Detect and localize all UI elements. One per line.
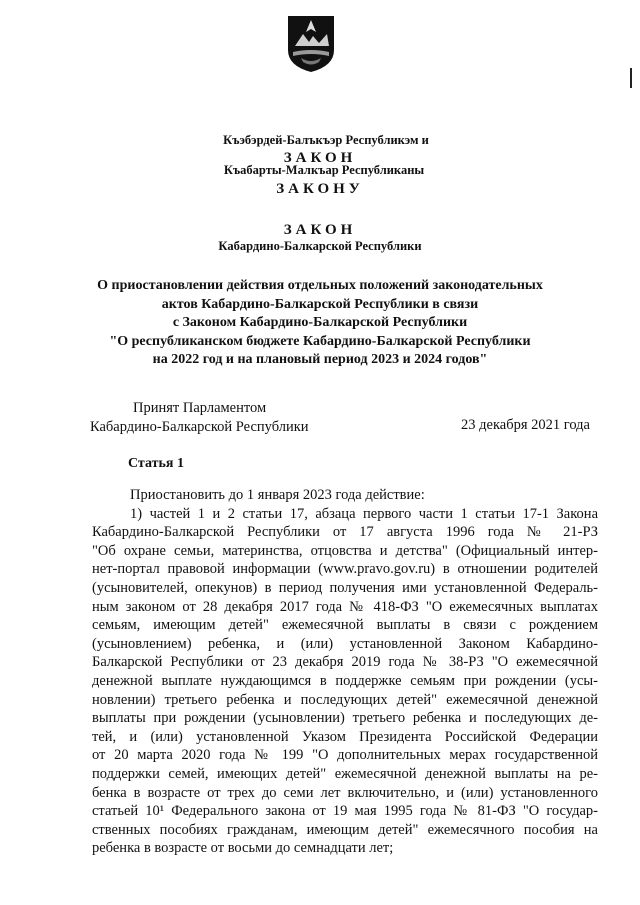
body-line: Приостановить до 1 января 2023 года действие: — [130, 487, 425, 503]
title-line: "О республиканском бюджете Кабардино-Балкарской Республики — [109, 333, 531, 349]
body-line: бенка в возрасте от трех до семи лет включительно, и (или) установленного — [92, 784, 598, 801]
law-heading-balkar: ЗАКОНУ — [276, 181, 364, 197]
body-line: Кабардино-Балкарской Республики от 17 августа 1996 года № 21-РЗ — [92, 524, 598, 541]
title-line: на 2022 год и на плановый период 2023 и 2024 годов" — [152, 352, 488, 367]
body-line: семьям, имеющим детей" ежемесячной выплаты в связи с рождением — [92, 617, 598, 634]
adopted-line: Принят Парламентом — [133, 400, 267, 416]
article-body — [92, 486, 598, 858]
body-line: "Об охране семьи, материнства, отцовства и детства" (Официальный интер- — [92, 542, 598, 559]
article-heading: Статья 1 — [128, 456, 184, 471]
title-line: О приостановлении действия отдельных положений законодательных — [97, 278, 543, 293]
body-line: (усыновителей, опекунов) в период получения ими установленной Федераль- — [92, 579, 598, 596]
body-line: выплаты при рождении (усыновлении) третьего ребенка и последующих де- — [92, 710, 598, 727]
title-line: актов Кабардино-Балкарской Республики в связи — [161, 296, 479, 312]
body-line: денежной выплате нуждающимся в поддержке семьям при рождении (усы- — [92, 672, 598, 689]
body-line: ным законом от 28 декабря 2017 года № 418-ФЗ "О ежемесячных выплатах — [92, 598, 598, 615]
header-russian: Кабардино-Балкарской Республики — [218, 239, 422, 253]
adopted-by — [90, 399, 309, 437]
adopted-line: Кабардино-Балкарской Республики — [90, 419, 309, 435]
body-line: нет-портал правовой информации (www.pravo.gov.ru) в отношении родителей — [92, 561, 598, 578]
law-heading-kabardian: ЗАКОН — [283, 150, 357, 166]
body-line: Балкарской Республики от 23 декабря 2019 года № 38-РЗ "О ежемесячной — [92, 654, 598, 671]
body-line: новлении) третьего ребенка и последующих детей" ежемесячной денежной — [92, 691, 598, 708]
body-line: ственных пособиях гражданам, имеющим детей" ежемесячного пособия на — [92, 821, 598, 838]
law-title — [0, 277, 640, 370]
body-line: статьей 10¹ Федерального закона от 19 мая 1995 года № 81-ФЗ "О государ- — [92, 803, 598, 820]
header-balkar: Къабарты-Малкъар Республиканы — [223, 163, 425, 177]
title-line: с Законом Кабардино-Балкарской Республики — [172, 315, 468, 330]
adoption-date: 23 декабря 2021 года — [461, 417, 590, 433]
body-line: поддержки семей, имеющих детей" ежемесячной денежной выплаты на ре- — [92, 765, 598, 782]
header-kabardian: Къэбэрдей-Балъкъэр Республикэм и — [223, 133, 429, 147]
body-line: ребенка в возрасте от восьми до семнадцати лет; — [92, 840, 394, 857]
body-line: (усыновлением) ребенка, и (или) установленной Законом Кабардино- — [92, 635, 598, 652]
body-line: от 20 марта 2020 года № 199 "О дополнительных мерах государственной — [92, 747, 598, 764]
body-line: тей, и (или) установленной Указом Президента Российской Федерации — [92, 728, 598, 745]
law-heading-russian: ЗАКОН — [283, 222, 357, 238]
margin-mark — [630, 68, 632, 88]
coat-of-arms-icon — [285, 12, 337, 74]
body-line: 1) частей 1 и 2 статьи 17, абзаца первого части 1 статьи 17-1 Закона — [130, 505, 598, 522]
